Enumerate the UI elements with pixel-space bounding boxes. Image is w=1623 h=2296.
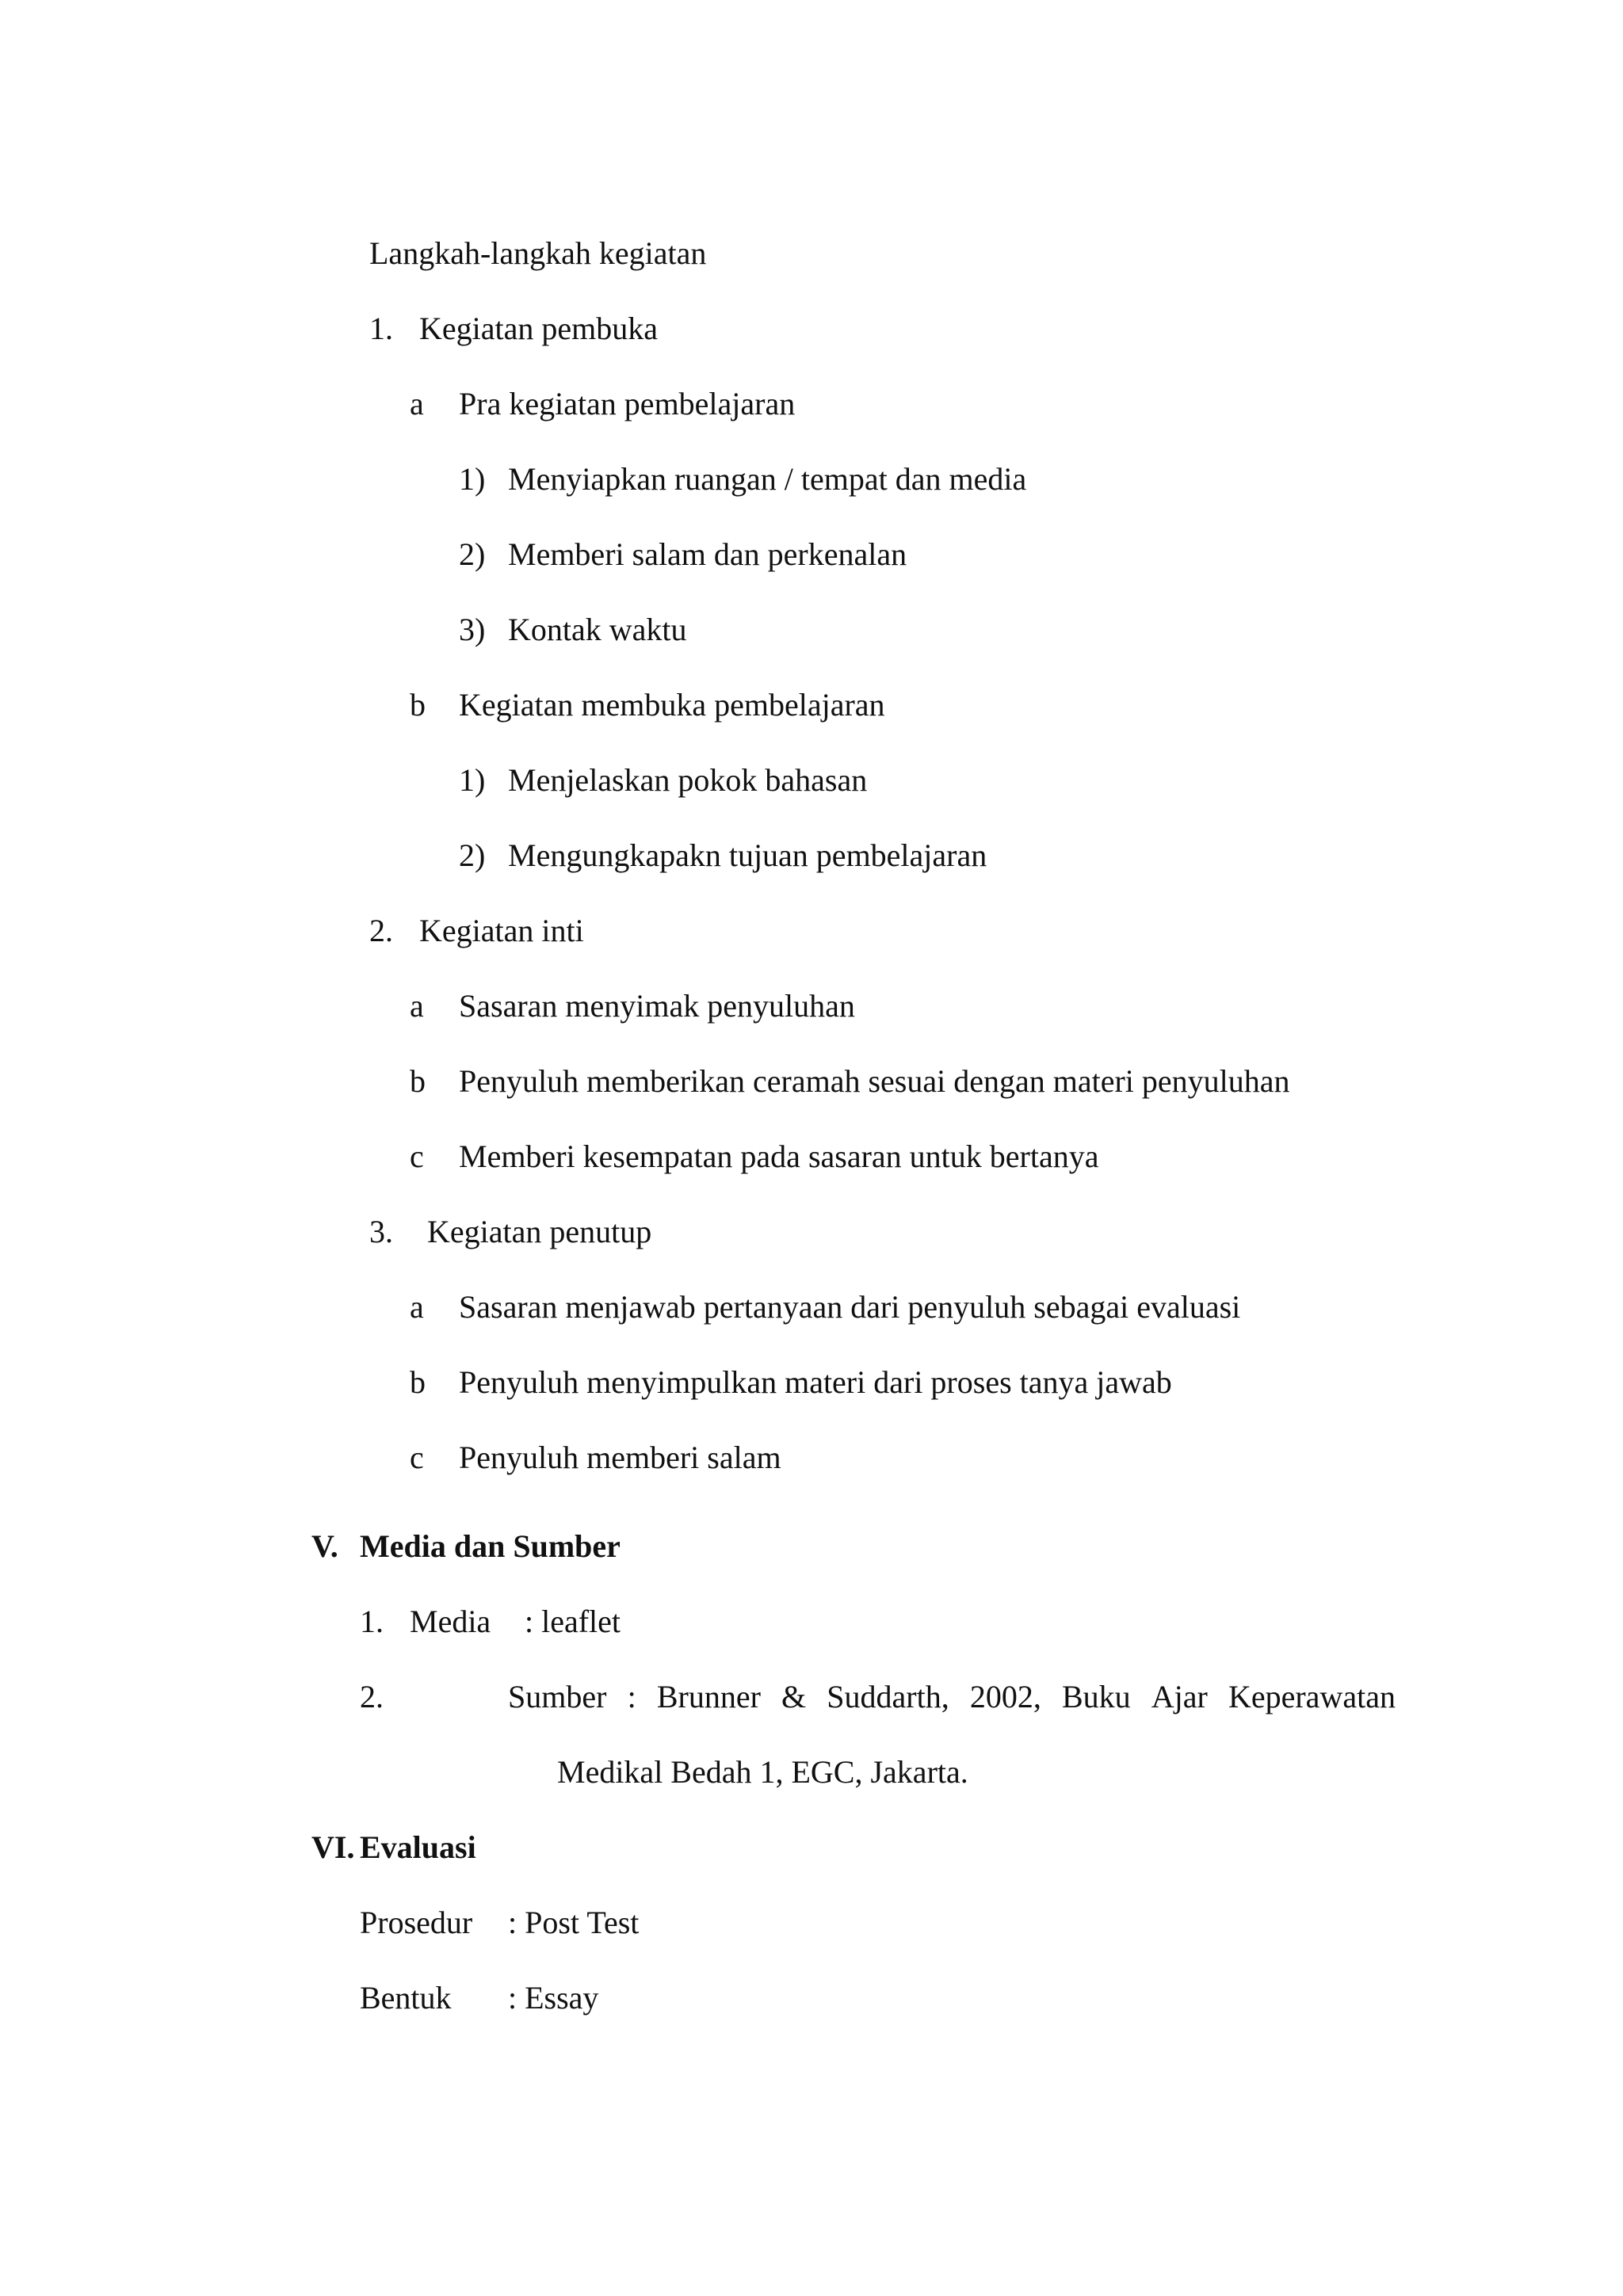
step2-number: 2.	[369, 913, 393, 948]
step1-b-item2-text: Mengungkapakn tujuan pembelajaran	[508, 837, 987, 873]
bentuk-value: : Essay	[508, 1980, 599, 2016]
step1-a-item1-marker: 1)	[459, 461, 486, 497]
sumber-line2: Medikal Bedah 1, EGC, Jakarta.	[557, 1754, 968, 1790]
step2-item-c-marker: c	[410, 1138, 424, 1174]
step1-b-marker: b	[410, 687, 426, 723]
sumber-word: Buku	[1061, 1679, 1131, 1714]
step1-a-item2-text: Memberi salam dan perkenalan	[508, 536, 907, 572]
sumber-word: &	[781, 1679, 807, 1714]
step1-b-title: Kegiatan membuka pembelajaran	[459, 687, 885, 723]
step1-b-item1-text: Menjelaskan pokok bahasan	[508, 762, 868, 798]
step1-title: Kegiatan pembuka	[419, 311, 658, 346]
sumber-word: Ajar	[1151, 1679, 1208, 1714]
section6-title: Evaluasi	[360, 1829, 476, 1865]
section5-number: V.	[311, 1528, 338, 1564]
step1-b-item2-marker: 2)	[459, 837, 486, 873]
step3-number: 3.	[369, 1214, 393, 1249]
step3-item-a-marker: a	[410, 1289, 424, 1325]
step2-item-a-text: Sasaran menyimak penyuluhan	[459, 988, 855, 1024]
step3-item-c-marker: c	[410, 1440, 424, 1475]
prosedur-value: : Post Test	[508, 1905, 640, 1940]
step3-item-c-text: Penyuluh memberi salam	[459, 1440, 781, 1475]
sumber-word: Keperawatan	[1228, 1679, 1396, 1714]
sumber-word: Sumber	[508, 1679, 607, 1714]
step2-item-a-marker: a	[410, 988, 424, 1024]
step1-number: 1.	[369, 311, 393, 346]
step1-a-item3-marker: 3)	[459, 612, 486, 647]
sumber-word: Suddarth,	[827, 1679, 949, 1714]
media-label: Media	[410, 1604, 491, 1639]
step1-a-item3-text: Kontak waktu	[508, 612, 687, 647]
step1-a-item1-text: Menyiapkan ruangan / tempat dan media	[508, 461, 1027, 497]
prosedur-label: Prosedur	[360, 1905, 473, 1940]
sumber-number: 2.	[360, 1679, 384, 1714]
step2-item-c-text: Memberi kesempatan pada sasaran untuk bertanya	[459, 1138, 1099, 1174]
steps-heading: Langkah-langkah kegiatan	[369, 235, 707, 271]
step3-item-b-text: Penyuluh menyimpulkan materi dari proses tanya jawab	[459, 1364, 1172, 1400]
step1-b-item1-marker: 1)	[459, 762, 486, 798]
step3-title: Kegiatan penutup	[427, 1214, 652, 1249]
sumber-word: :	[627, 1679, 636, 1714]
sumber-line1	[508, 1681, 1396, 1713]
step2-item-b-text: Penyuluh memberikan ceramah sesuai dengan materi penyuluhan	[459, 1063, 1290, 1099]
step2-item-b-marker: b	[410, 1063, 426, 1099]
step1-a-item2-marker: 2)	[459, 536, 486, 572]
section6-number: VI.	[311, 1829, 355, 1865]
step1-a-title: Pra kegiatan pembelajaran	[459, 386, 796, 421]
sumber-word: 2002,	[969, 1679, 1041, 1714]
media-value: : leaflet	[525, 1604, 621, 1639]
step3-item-a-text: Sasaran menjawab pertanyaan dari penyuluh sebagai evaluasi	[459, 1289, 1241, 1325]
bentuk-label: Bentuk	[360, 1980, 452, 2016]
step2-title: Kegiatan inti	[419, 913, 584, 948]
sumber-word: Brunner	[656, 1679, 761, 1714]
section5-title: Media dan Sumber	[360, 1528, 621, 1564]
step1-a-marker: a	[410, 386, 424, 421]
step3-item-b-marker: b	[410, 1364, 426, 1400]
media-number: 1.	[360, 1604, 384, 1639]
